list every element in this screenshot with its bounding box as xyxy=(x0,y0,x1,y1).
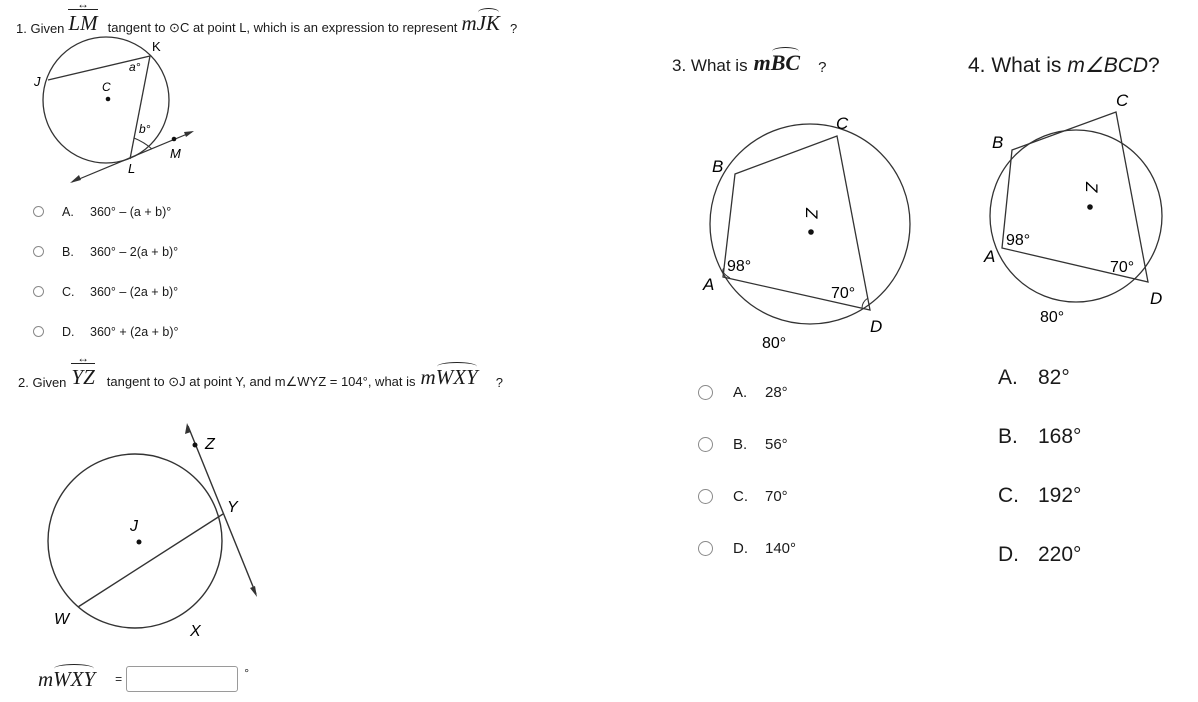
q3-diagram xyxy=(690,108,920,358)
q2-label-w: W xyxy=(54,611,70,628)
q3-center-dot xyxy=(808,229,814,235)
q3-choice-b[interactable] xyxy=(698,433,796,455)
q1-diagram xyxy=(28,34,208,184)
q2-label-y: Y xyxy=(227,499,238,516)
q4-quadrilateral xyxy=(1002,112,1148,282)
q2-line-name: YZ ↔ xyxy=(71,365,94,390)
q3-circle xyxy=(710,124,910,324)
q1-angle-b-arc xyxy=(134,138,152,149)
q2-arrow-bottom xyxy=(250,586,257,597)
q2-chord-wy xyxy=(78,514,223,607)
q4-angle-a-value: 98° xyxy=(1006,232,1031,249)
q3-choice-a-letter: A. xyxy=(733,383,748,401)
q3-radio-d[interactable] xyxy=(698,541,713,556)
q4-choice-a-text: 82° xyxy=(1038,366,1070,389)
q1-choice-a-text: 360° – (a + b)° xyxy=(90,204,172,219)
q3-prompt xyxy=(672,46,826,76)
q2-answer-prefix: m xyxy=(38,666,54,691)
q4-choice-b xyxy=(998,425,1081,453)
q1-label-j: J xyxy=(34,74,41,89)
q4-label-c: C xyxy=(1116,91,1129,110)
q4-prefix: 4. What is xyxy=(968,54,1062,77)
q1-radio-a[interactable] xyxy=(33,206,44,217)
q1-radio-d[interactable] xyxy=(33,326,44,337)
q2-label-x: X xyxy=(190,623,201,640)
q1-arc-name: JK xyxy=(476,11,500,35)
q4-choice-d-text: 220° xyxy=(1038,543,1082,566)
q1-arc-prefix: m xyxy=(461,11,477,35)
q3-angle-a-value: 98° xyxy=(727,258,752,275)
q1-prompt xyxy=(16,10,517,36)
q3-radio-c[interactable] xyxy=(698,489,713,504)
q1-suffix: ? xyxy=(509,21,518,36)
q2-tangent-yz xyxy=(188,426,256,594)
q2-circle xyxy=(48,454,222,628)
q1-label-b: b° xyxy=(139,122,151,136)
q1-radio-c[interactable] xyxy=(33,286,44,297)
q2-answer-arc: WXY xyxy=(53,666,96,691)
q3-choice-c-text: 70° xyxy=(765,487,788,505)
q2-answer-row xyxy=(38,664,249,694)
q4-choice-c xyxy=(998,484,1081,512)
q1-label-l: L xyxy=(128,161,136,176)
q3-choice-c-letter: C. xyxy=(733,487,748,505)
q1-label-m: M xyxy=(170,146,181,161)
q1-label-a: a° xyxy=(129,60,141,74)
q2-center-dot xyxy=(137,540,142,545)
q4-choice-d-letter: D. xyxy=(998,543,1019,566)
q4-angle-d-value: 70° xyxy=(1110,259,1135,276)
q2-answer-input[interactable] xyxy=(126,666,238,692)
q4-choice-d xyxy=(998,543,1081,571)
q3-choice-a[interactable] xyxy=(698,381,796,403)
q4-choice-c-text: 192° xyxy=(1038,484,1082,507)
q1-choice-d-text: 360° + (2a + b)° xyxy=(90,324,179,339)
q1-choice-b[interactable] xyxy=(33,243,179,260)
q3-arc-name: BC xyxy=(770,50,801,75)
q4-choice-a xyxy=(998,366,1081,394)
q3-label-a: A xyxy=(703,275,715,294)
q1-line-name: LM ↔ xyxy=(68,11,97,36)
q3-arc-ad-value: 80° xyxy=(762,335,787,352)
q3-label-c: C xyxy=(836,114,849,133)
q2-label-j: J xyxy=(130,518,138,535)
q2-mid-text: tangent to ⊙J at point Y, and m∠WYZ = 104°, what is xyxy=(106,374,416,389)
q1-center-dot xyxy=(106,97,111,102)
q1-radio-b[interactable] xyxy=(33,246,44,257)
q3-choice-c[interactable] xyxy=(698,485,796,507)
q1-choice-a-letter: A. xyxy=(62,204,74,219)
q3-arc-prefix: m xyxy=(753,50,771,75)
q3-label-b: B xyxy=(712,157,724,176)
q4-diagram xyxy=(978,86,1174,330)
q3-prefix: 3. What is xyxy=(672,56,748,75)
q2-equals: = xyxy=(115,672,123,686)
q2-label-z: Z xyxy=(205,436,215,453)
q3-label-z: Z xyxy=(802,208,821,219)
q1-choice-a[interactable] xyxy=(33,203,179,220)
q4-suffix: ? xyxy=(1148,54,1160,77)
q1-choice-c[interactable] xyxy=(33,283,179,300)
q3-radio-a[interactable] xyxy=(698,385,713,400)
q2-suffix: ? xyxy=(495,375,503,390)
q3-angle-d-value: 70° xyxy=(831,285,856,302)
q1-choice-c-text: 360° – (2a + b)° xyxy=(90,284,179,299)
q4-choice-c-letter: C. xyxy=(998,484,1019,507)
q4-label-d: D xyxy=(1150,289,1163,308)
q2-arc-prefix: m xyxy=(420,365,436,389)
q1-choice-b-letter: B. xyxy=(62,244,74,259)
q3-choice-b-text: 56° xyxy=(765,435,788,453)
q4-choice-b-letter: B. xyxy=(998,425,1018,448)
q2-degree: ° xyxy=(244,666,249,680)
q1-label-c: C xyxy=(102,80,111,94)
q4-label-z: Z xyxy=(1082,182,1101,193)
q1-choice-c-letter: C. xyxy=(62,284,75,299)
q3-quadrilateral xyxy=(723,136,870,310)
q4-prompt xyxy=(968,52,1160,78)
q3-choice-d-letter: D. xyxy=(733,539,748,557)
q1-choice-b-text: 360° – 2(a + b)° xyxy=(90,244,179,259)
q3-label-d: D xyxy=(870,317,883,336)
q1-label-k: K xyxy=(152,39,161,54)
q1-arrow-right xyxy=(184,131,194,137)
q4-arc-ad-value: 80° xyxy=(1040,309,1065,326)
q1-point-m xyxy=(172,137,177,142)
q2-point-z xyxy=(193,443,198,448)
q1-choice-d-letter: D. xyxy=(62,324,75,339)
q4-angle-text: m∠BCD xyxy=(1067,54,1149,77)
q4-label-b: B xyxy=(992,133,1004,152)
q4-choices xyxy=(998,366,1081,571)
q3-suffix: ? xyxy=(818,59,827,76)
q3-choice-b-letter: B. xyxy=(733,435,748,453)
q1-arrow-left xyxy=(70,175,81,183)
q3-choice-d-text: 140° xyxy=(765,539,797,557)
q2-diagram xyxy=(40,418,280,650)
q3-choice-a-text: 28° xyxy=(765,383,788,401)
q3-choices xyxy=(698,381,796,559)
q1-mid-text: tangent to ⊙C at point L, which is an expression to represent xyxy=(107,20,458,35)
q1-choices xyxy=(33,203,179,340)
q3-radio-b[interactable] xyxy=(698,437,713,452)
q3-choice-d[interactable] xyxy=(698,537,796,559)
q1-choice-d[interactable] xyxy=(33,323,179,340)
q2-prompt xyxy=(18,362,503,390)
q4-choice-a-letter: A. xyxy=(998,366,1018,389)
q1-prefix: 1. Given xyxy=(16,21,65,36)
q4-center-dot xyxy=(1087,204,1093,210)
q2-prefix: 2. Given xyxy=(18,375,67,390)
q4-choice-b-text: 168° xyxy=(1038,425,1082,448)
q2-arc-name: WXY xyxy=(435,365,478,389)
q4-label-a: A xyxy=(984,247,996,266)
